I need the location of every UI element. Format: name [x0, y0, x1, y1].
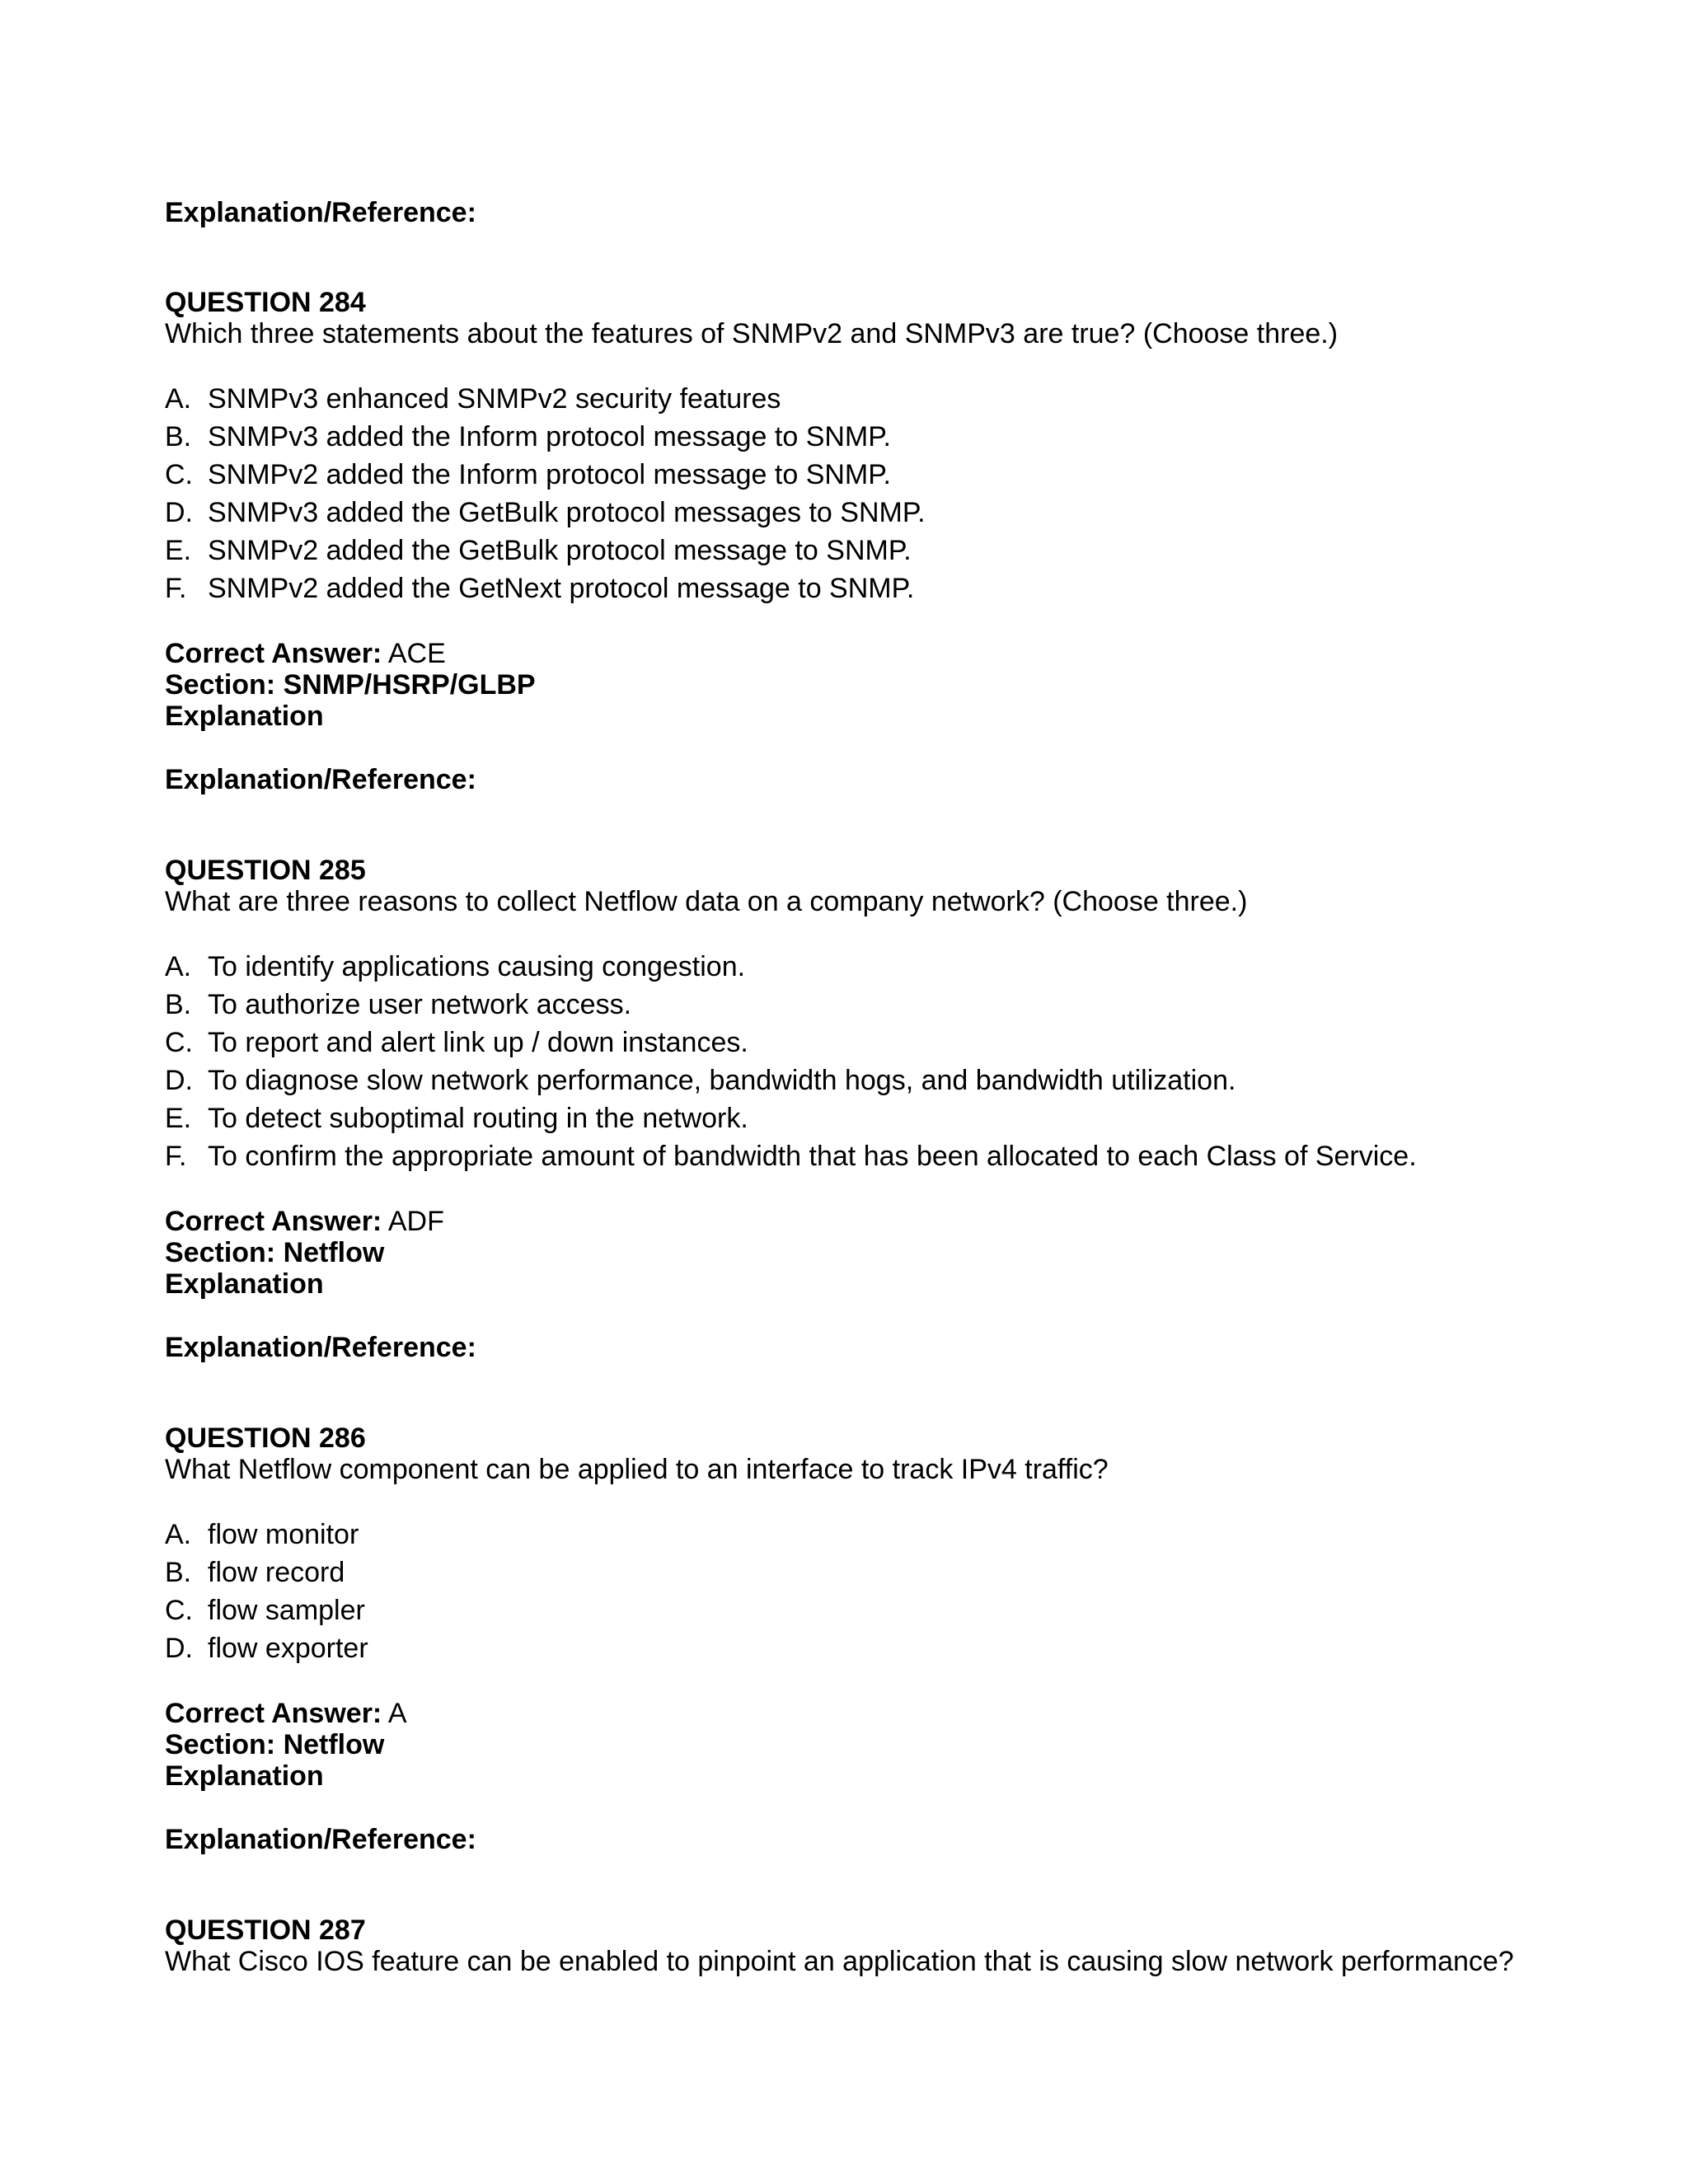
- option-text: To diagnose slow network performance, bandwidth hogs, and bandwidth utilization.: [208, 1065, 1236, 1096]
- explanation-label: Explanation: [165, 701, 324, 732]
- option-text: To report and alert link up / down instances.: [208, 1027, 748, 1058]
- option-text: flow monitor: [208, 1519, 359, 1550]
- option-text: SNMPv2 added the GetNext protocol message to SNMP.: [208, 573, 915, 604]
- explanation-reference-heading: Explanation/Reference:: [165, 197, 476, 228]
- answer-option: [165, 1140, 1417, 1173]
- option-text: SNMPv2 added the GetBulk protocol message to SNMP.: [208, 535, 912, 566]
- option-text: To identify applications causing congestion.: [208, 951, 746, 982]
- section-label: Section: Netflow: [165, 1729, 385, 1760]
- correct-answer: [165, 1205, 444, 1238]
- option-letter: A.: [165, 1519, 192, 1550]
- correct-answer-label: Correct Answer:: [165, 1206, 382, 1237]
- option-letter: C.: [165, 459, 193, 490]
- explanation-label: Explanation: [165, 1760, 324, 1792]
- answer-option: [165, 1026, 748, 1059]
- option-letter: A.: [165, 383, 192, 415]
- answer-option: [165, 1594, 365, 1627]
- section-label: Section: Netflow: [165, 1237, 385, 1268]
- correct-answer-label: Correct Answer:: [165, 638, 382, 669]
- question-heading: QUESTION 286: [165, 1422, 366, 1454]
- option-text: To authorize user network access.: [208, 989, 632, 1020]
- answer-option: [165, 572, 914, 605]
- explanation-reference-heading: Explanation/Reference:: [165, 1332, 476, 1363]
- answer-option: [165, 988, 631, 1021]
- section-label: Section: SNMP/HSRP/GLBP: [165, 669, 536, 701]
- option-letter: D.: [165, 1065, 193, 1096]
- question-prompt: What are three reasons to collect Netflow data on a company network? (Choose three.): [165, 886, 1248, 917]
- answer-option: [165, 382, 781, 415]
- answer-option: [165, 458, 891, 491]
- option-letter: D.: [165, 497, 193, 528]
- option-text: flow record: [208, 1557, 345, 1588]
- option-text: SNMPv3 added the Inform protocol message to SNMP.: [208, 421, 891, 452]
- option-letter: E.: [165, 1103, 192, 1134]
- question-heading: QUESTION 284: [165, 287, 366, 318]
- option-letter: B.: [165, 421, 192, 452]
- answer-option: [165, 1518, 359, 1551]
- correct-answer: [165, 637, 446, 670]
- option-letter: A.: [165, 951, 192, 982]
- option-text: To confirm the appropriate amount of bandwidth that has been allocated to each Class of Service.: [208, 1141, 1417, 1172]
- option-letter: D.: [165, 1633, 193, 1664]
- answer-option: [165, 1102, 748, 1135]
- correct-answer: [165, 1697, 407, 1730]
- explanation-reference-heading: Explanation/Reference:: [165, 1824, 476, 1855]
- option-text: SNMPv3 enhanced SNMPv2 security features: [208, 383, 781, 415]
- option-letter: F.: [165, 573, 187, 604]
- option-letter: C.: [165, 1027, 193, 1058]
- option-letter: B.: [165, 989, 192, 1020]
- correct-answer-value: A: [387, 1698, 407, 1729]
- answer-option: [165, 1632, 368, 1665]
- question-prompt: Which three statements about the features of SNMPv2 and SNMPv3 are true? (Choose three.): [165, 318, 1339, 349]
- question-prompt: What Netflow component can be applied to an interface to track IPv4 traffic?: [165, 1454, 1109, 1485]
- correct-answer-value: ADF: [387, 1206, 444, 1237]
- answer-option: [165, 496, 926, 529]
- question-heading: QUESTION 287: [165, 1915, 366, 1946]
- option-text: SNMPv3 added the GetBulk protocol messages to SNMP.: [208, 497, 926, 528]
- option-text: flow exporter: [208, 1633, 368, 1664]
- option-letter: B.: [165, 1557, 192, 1588]
- option-letter: E.: [165, 535, 192, 566]
- question-heading: QUESTION 285: [165, 855, 366, 886]
- correct-answer-value: ACE: [387, 638, 446, 669]
- document-page: [165, 0, 1615, 2184]
- option-letter: C.: [165, 1595, 193, 1626]
- option-text: To detect suboptimal routing in the network.: [208, 1103, 748, 1134]
- option-text: SNMPv2 added the Inform protocol message to SNMP.: [208, 459, 891, 490]
- explanation-label: Explanation: [165, 1268, 324, 1300]
- explanation-reference-heading: Explanation/Reference:: [165, 764, 476, 795]
- answer-option: [165, 420, 891, 453]
- answer-option: [165, 950, 745, 983]
- answer-option: [165, 1556, 345, 1589]
- answer-option: [165, 534, 912, 567]
- correct-answer-label: Correct Answer:: [165, 1698, 382, 1729]
- answer-option: [165, 1064, 1236, 1097]
- option-text: flow sampler: [208, 1595, 365, 1626]
- option-letter: F.: [165, 1141, 187, 1172]
- question-prompt: What Cisco IOS feature can be enabled to pinpoint an application that is causing slow network performance?: [165, 1946, 1514, 1977]
